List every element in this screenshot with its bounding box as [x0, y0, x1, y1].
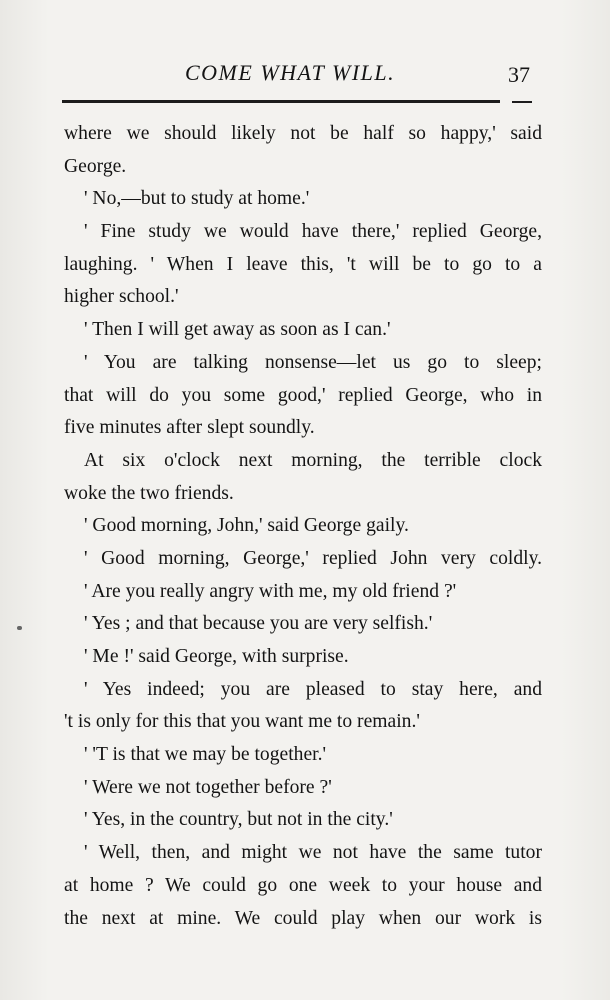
text-line: ' No,—but to study at home.' — [84, 188, 310, 210]
text-line: that will do you some good,' replied George, who in — [64, 384, 542, 406]
margin-speck — [17, 626, 22, 630]
text-line: George. — [64, 155, 127, 177]
text-line: ' 'T is that we may be together.' — [84, 744, 327, 766]
text-line: the next at mine. We could play when our work is — [64, 907, 542, 929]
header-rule — [62, 100, 500, 103]
text-line: five minutes after slept soundly. — [64, 417, 315, 439]
text-line: ' You are talking nonsense—let us go to sleep; — [84, 351, 542, 373]
running-head — [0, 60, 610, 94]
text-line: ' Well, then, and might we not have the same tutor — [84, 842, 542, 864]
text-line: ' Then I will get away as soon as I can.' — [84, 319, 391, 341]
text-line: 't is only for this that you want me to remain.' — [64, 711, 420, 733]
body-text — [64, 118, 542, 935]
text-line: higher school.' — [64, 286, 179, 308]
text-line: ' Yes ; and that because you are very selfish.' — [84, 613, 433, 635]
text-line: ' Good morning, George,' replied John very coldly. — [84, 547, 542, 569]
text-line: ' Were we not together before ?' — [84, 776, 332, 798]
text-line: laughing. ' When I leave this, 't will be to go to a — [64, 253, 542, 275]
text-line: ' Are you really angry with me, my old friend ?' — [84, 580, 457, 602]
text-line: at home ? We could go one week to your house and — [64, 874, 542, 896]
text-line: ' Me !' said George, with surprise. — [84, 646, 349, 667]
text-line: where we should likely not be half so happy,' said — [64, 123, 542, 144]
text-line: ' Yes indeed; you are pleased to stay here, and — [84, 678, 542, 700]
text-line: ' Yes, in the country, but not in the city.' — [84, 809, 393, 831]
header-rule-tail — [512, 101, 532, 103]
text-line: woke the two friends. — [64, 482, 234, 504]
text-line: At six o'clock next morning, the terrible clock — [84, 449, 542, 471]
running-title: COME WHAT WILL. — [185, 60, 396, 85]
text-line: ' Fine study we would have there,' replied George, — [84, 221, 542, 243]
text-line: ' Good morning, John,' said George gaily. — [84, 515, 409, 537]
page-number: 37 — [508, 62, 530, 87]
